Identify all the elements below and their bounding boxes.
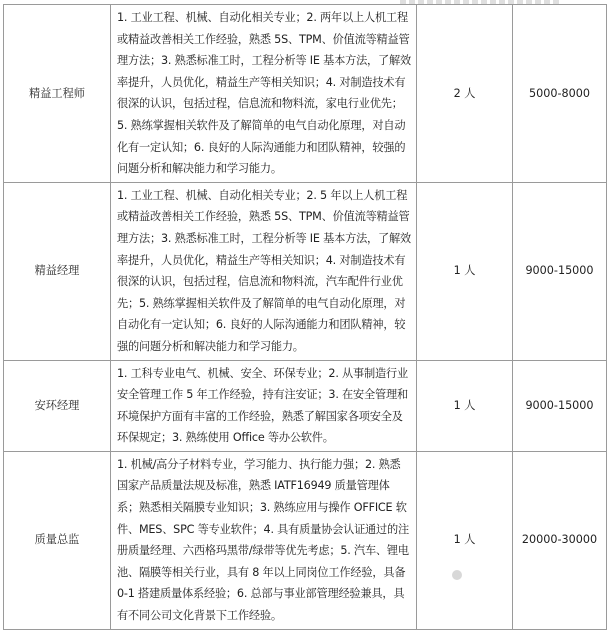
headcount-cell: 2 人 bbox=[417, 5, 513, 183]
position-cell: 安环经理 bbox=[4, 360, 111, 451]
salary-cell: 9000-15000 bbox=[513, 182, 607, 360]
position-cell: 精益工程师 bbox=[4, 5, 111, 183]
watermark bbox=[452, 568, 462, 581]
table-row bbox=[4, 360, 607, 451]
requirements-cell: 1. 工科专业电气、机械、安全、环保专业；2. 从事制造行业安全管理工作 5 年工作经验，持有注安证；3. 在安全管理和环境保护方面有丰富的工作经验，熟悉了解国家各项安全及环保规定；3. 熟练使用 Office 等办公软件。 bbox=[111, 360, 417, 451]
headcount-cell: 1 人 bbox=[417, 360, 513, 451]
salary-cell: 5000-8000 bbox=[513, 5, 607, 183]
job-openings-table bbox=[3, 4, 607, 630]
table-row bbox=[4, 451, 607, 629]
headcount-cell: 1 人 bbox=[417, 451, 513, 629]
position-cell: 质量总监 bbox=[4, 451, 111, 629]
headcount-cell: 1 人 bbox=[417, 182, 513, 360]
salary-cell: 20000-30000 bbox=[513, 451, 607, 629]
requirements-cell: 1. 工业工程、机械、自动化相关专业；2. 5 年以上人机工程或精益改善相关工作经验，熟悉 5S、TPM、价值流等精益管理方法；3. 熟悉标准工时，工程分析等 IE 基本方法，了解效率提升，人员优化，精益生产等相关知识；4. 对制造技术有很深的认识，包括过程，信息流和物料流，汽车配件行业优先；5. 熟练掌握相关软件及了解简单的电气自动化原理，对自动化有一定认知；6. 良好的人际沟通能力和团队精神，较强的问题分析和解决能力和学习能力。 bbox=[111, 182, 417, 360]
requirements-cell: 1. 工业工程、机械、自动化相关专业；2. 两年以上人机工程或精益改善相关工作经验，熟悉 5S、TPM、价值流等精益管理方法；3. 熟悉标准工时，工程分析等 IE 基本方法，了解效率提升，人员优化，精益生产等相关知识；4. 对制造技术有很深的认识，包括过程，信息流和物料流，家电行业优先；5. 熟练掌握相关软件及了解简单的电气自动化原理，对自动化有一定认知；6. 良好的人际沟通能力和团队精神，较强的问题分析和解决能力和学习能力。 bbox=[111, 5, 417, 183]
watermark-logo-icon bbox=[452, 570, 462, 580]
table-row bbox=[4, 5, 607, 183]
position-cell: 精益经理 bbox=[4, 182, 111, 360]
salary-cell: 9000-15000 bbox=[513, 360, 607, 451]
requirements-cell: 1. 机械/高分子材料专业，学习能力、执行能力强；2. 熟悉国家产品质量法规及标准，熟悉 IATF16949 质量管理体系；熟悉相关隔膜专业知识；3. 熟练应用与操作 OFFICE 软件、MES、SPC 等专业软件；4. 具有质量协会认证通过的注册质量经理、六西格玛黑带/绿带等优先考虑；5. 汽车、锂电池、隔膜等相关行业，具有 8 年以上同岗位工作经验，具备 0-1 搭建质量体系经验；6. 总部与事业部管理经验兼具，具有不同公司文化背景下工作经验。 bbox=[111, 451, 417, 629]
table-row bbox=[4, 182, 607, 360]
